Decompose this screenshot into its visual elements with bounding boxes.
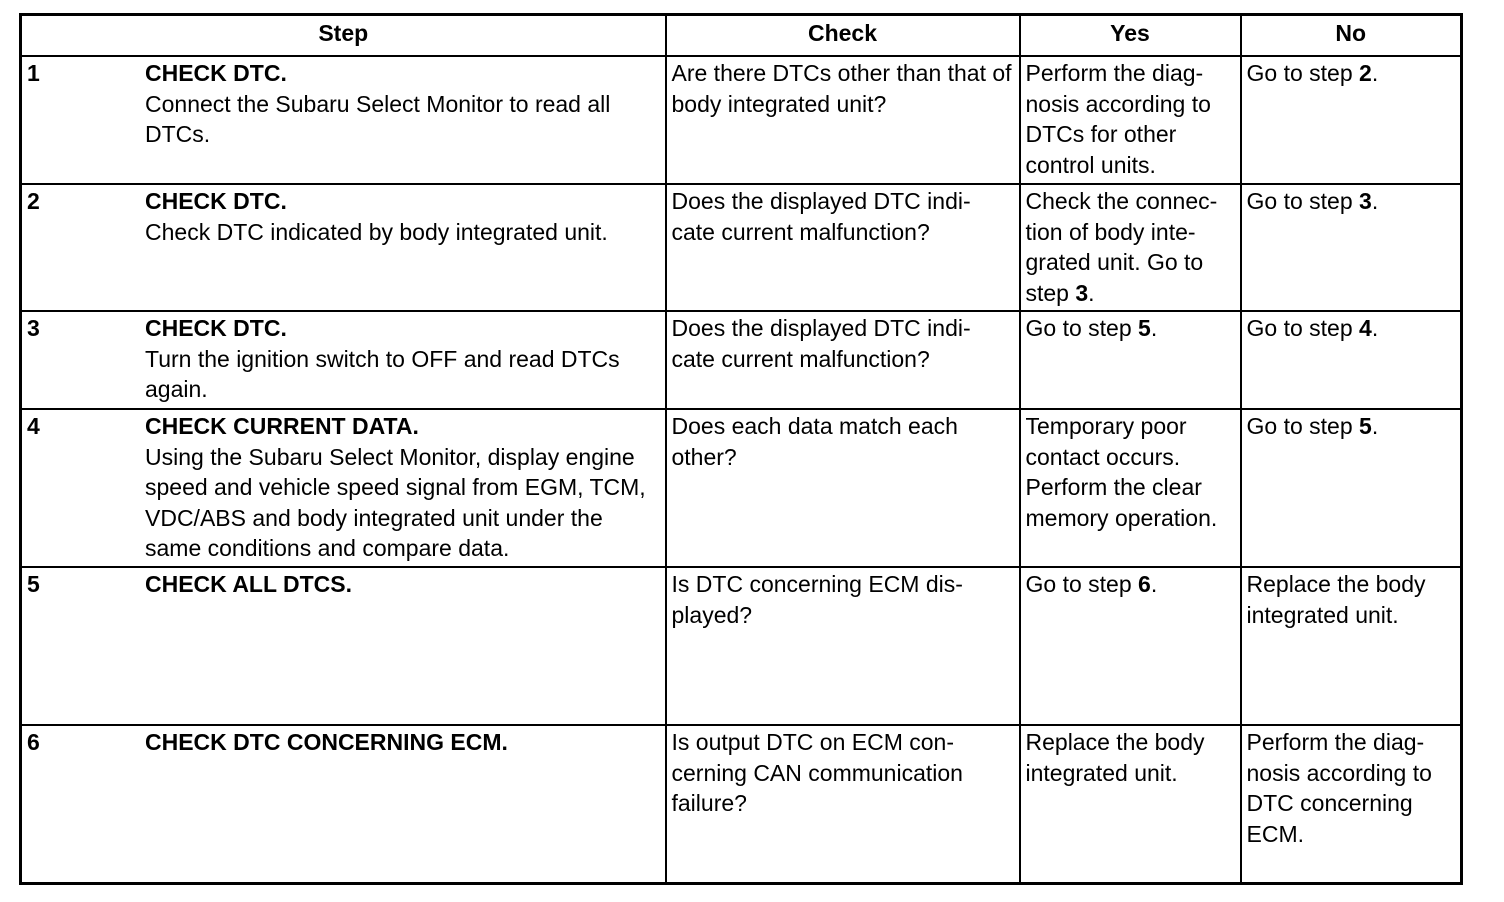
yes-cell (1020, 567, 1241, 725)
header-check: Check (666, 15, 1020, 57)
no-text: Go to step (1246, 188, 1360, 214)
yes-cell (1020, 725, 1241, 883)
yes-cell (1020, 409, 1241, 567)
step-number: 2 (27, 188, 40, 214)
step-number: 3 (27, 315, 40, 341)
yes-cell (1020, 311, 1241, 409)
check-cell: Does the displayed DTC indi- cate current malfunction? (666, 311, 1020, 409)
no-end: . (1371, 60, 1379, 86)
yes-end: . (1088, 279, 1095, 306)
step-title: CHECK ALL DTCS. (145, 571, 352, 597)
no-text: Go to step (1246, 60, 1360, 86)
step-number: 4 (27, 413, 40, 439)
step-cell (21, 56, 666, 184)
yes-text: Go to step (1025, 571, 1139, 597)
header-row (21, 15, 1462, 57)
no-text: Replace the body integrated unit. (1246, 571, 1426, 628)
table-row (21, 725, 1462, 883)
step-description: Connect the Subaru Select Monitor to read all DTCs. (145, 90, 611, 147)
check-cell: Are there DTCs other than that of body integrated unit? (666, 56, 1020, 184)
check-cell: Is output DTC on ECM con- cerning CAN communication failure? (666, 725, 1020, 883)
no-end: . (1371, 315, 1379, 341)
step-title: CHECK DTC. (145, 188, 287, 214)
no-end: . (1371, 188, 1379, 214)
step-number: 1 (27, 60, 40, 86)
no-cell (1241, 311, 1462, 409)
step-title: CHECK DTC CONCERNING ECM. (145, 729, 508, 755)
no-end: . (1371, 413, 1379, 439)
yes-cell (1020, 184, 1241, 311)
header-no: No (1241, 15, 1462, 57)
step-title: CHECK DTC. (145, 315, 287, 341)
header-yes: Yes (1020, 15, 1241, 57)
check-cell: Does the displayed DTC indi- cate current malfunction? (666, 184, 1020, 311)
step-cell (21, 725, 666, 883)
yes-text: Replace the body integrated unit. (1025, 729, 1205, 786)
step-description: Using the Subaru Select Monitor, display engine speed and vehicle speed signal from EGM, TCM, VDC/ABS and body integrated unit under the same conditions and compare data. (145, 443, 646, 561)
table-row (21, 56, 1462, 184)
yes-step-ref: 6 (1138, 571, 1151, 597)
step-description: Check DTC indicated by body integrated unit. (145, 218, 608, 245)
header-step: Step (21, 15, 666, 57)
yes-text: Go to step (1025, 315, 1139, 341)
step-title: CHECK CURRENT DATA. (145, 413, 419, 439)
no-cell (1241, 184, 1462, 311)
step-number: 6 (27, 729, 40, 755)
yes-text: Perform the diag- nosis according to DTCs for other control units. (1025, 60, 1211, 178)
diagnostic-table (19, 13, 1463, 885)
yes-step-ref: 3 (1075, 279, 1089, 306)
step-cell (21, 409, 666, 567)
table-row (21, 184, 1462, 311)
yes-step-ref: 5 (1138, 315, 1151, 341)
check-cell: Is DTC concerning ECM dis- played? (666, 567, 1020, 725)
yes-cell (1020, 56, 1241, 184)
no-cell (1241, 409, 1462, 567)
no-text: Perform the diag- nosis according to DTC concerning ECM. (1246, 729, 1432, 847)
step-description: Turn the ignition switch to OFF and read DTCs again. (145, 345, 620, 402)
table-row (21, 567, 1462, 725)
no-text: Go to step (1246, 315, 1360, 341)
yes-text: Check the connec- tion of body inte- grated unit. Go to step (1025, 188, 1218, 306)
step-cell (21, 184, 666, 311)
no-step-ref: 3 (1359, 188, 1372, 214)
table-row (21, 409, 1462, 567)
no-cell (1241, 725, 1462, 883)
yes-end: . (1150, 315, 1158, 341)
no-step-ref: 4 (1359, 315, 1372, 341)
step-cell (21, 311, 666, 409)
no-cell (1241, 56, 1462, 184)
no-step-ref: 5 (1359, 413, 1372, 439)
yes-end: . (1150, 571, 1158, 597)
table-row (21, 311, 1462, 409)
step-title: CHECK DTC. (145, 60, 287, 86)
no-text: Go to step (1246, 413, 1360, 439)
step-number: 5 (27, 571, 40, 597)
step-cell (21, 567, 666, 725)
yes-text: Temporary poor contact occurs. Perform the clear memory operation. (1025, 413, 1218, 531)
check-cell: Does each data match each other? (666, 409, 1020, 567)
no-step-ref: 2 (1359, 60, 1372, 86)
no-cell (1241, 567, 1462, 725)
